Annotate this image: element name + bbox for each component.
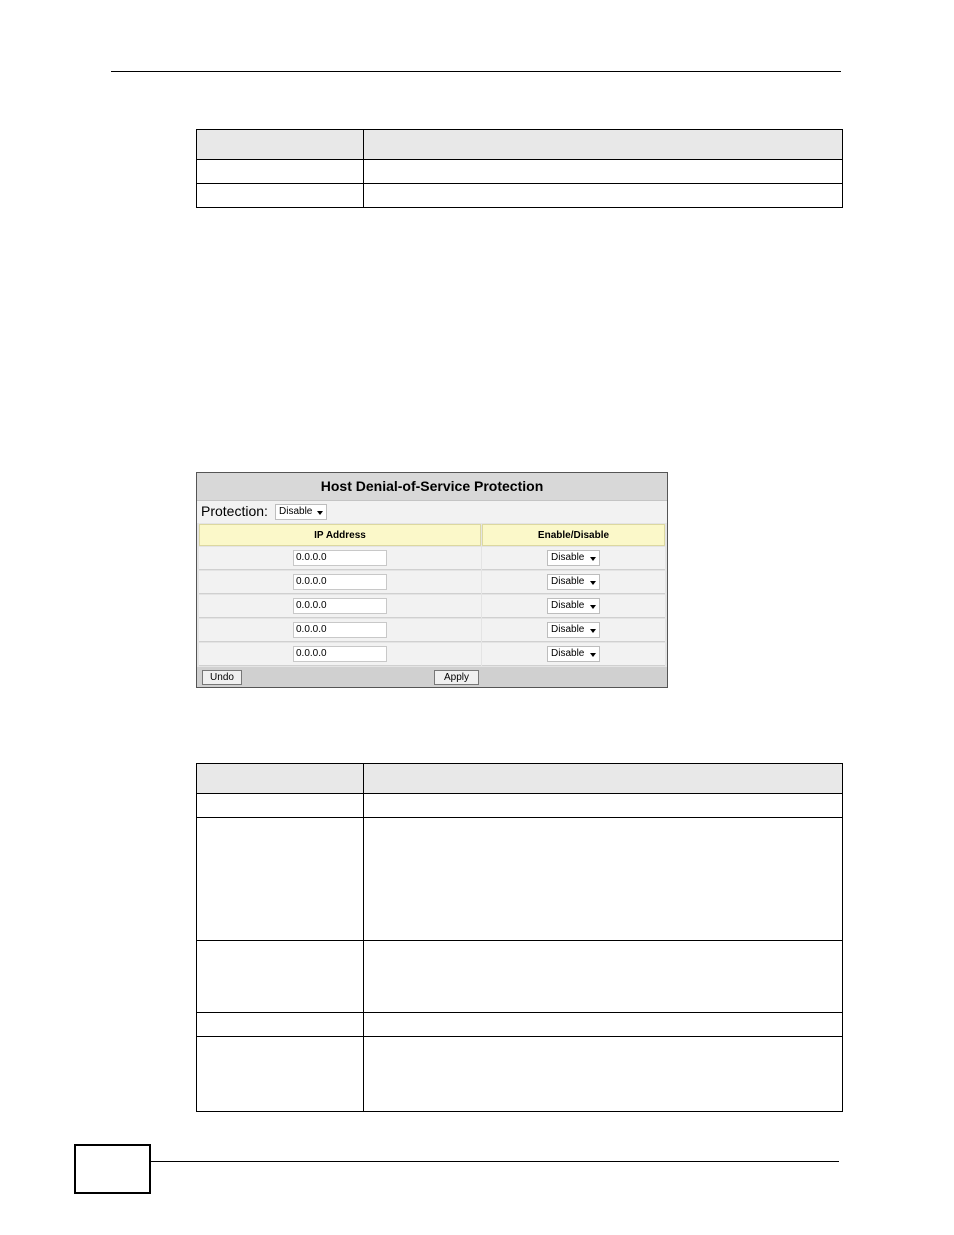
protection-select[interactable] — [275, 504, 327, 520]
enable-disable-select[interactable] — [547, 598, 600, 614]
table-row — [197, 941, 843, 1013]
ip-cell — [199, 547, 481, 570]
bottom-table-header-col2 — [364, 764, 843, 794]
enable-disable-select[interactable] — [547, 646, 600, 662]
ip-address-input[interactable]: 0.0.0.0 — [293, 646, 387, 662]
footer-rule — [151, 1161, 839, 1162]
enable-disable-value: Disable — [551, 576, 585, 587]
chevron-down-icon — [590, 557, 596, 561]
chevron-down-icon — [317, 511, 323, 515]
ip-cell — [199, 595, 481, 618]
bottom-table — [196, 763, 843, 1112]
button-bar — [197, 667, 667, 687]
undo-button[interactable]: Undo — [202, 670, 242, 685]
table-row — [197, 184, 843, 208]
ip-address-input[interactable]: 0.0.0.0 — [293, 622, 387, 638]
enable-disable-value: Disable — [551, 624, 585, 635]
host-dos-protection-panel — [196, 472, 668, 688]
enable-disable-value: Disable — [551, 600, 585, 611]
top-table-header-col2 — [364, 130, 843, 160]
protection-row — [197, 501, 667, 523]
table-row — [199, 619, 665, 642]
state-cell — [482, 547, 665, 570]
table-row — [199, 643, 665, 666]
table-row — [197, 818, 843, 941]
apply-button[interactable]: Apply — [434, 670, 479, 685]
state-cell — [482, 619, 665, 642]
enable-disable-select[interactable] — [547, 622, 600, 638]
table-row — [199, 547, 665, 570]
ip-address-input[interactable]: 0.0.0.0 — [293, 574, 387, 590]
enable-disable-select[interactable] — [547, 574, 600, 590]
header-rule — [111, 71, 841, 72]
chevron-down-icon — [590, 605, 596, 609]
ip-address-input[interactable]: 0.0.0.0 — [293, 550, 387, 566]
table-row — [197, 794, 843, 818]
table-row — [197, 1013, 843, 1037]
bottom-table-header-col1 — [197, 764, 364, 794]
state-cell — [482, 571, 665, 594]
protection-select-value: Disable — [279, 506, 313, 517]
column-header-ip-address: IP Address — [199, 524, 481, 546]
table-row — [199, 571, 665, 594]
chevron-down-icon — [590, 581, 596, 585]
ip-address-input[interactable]: 0.0.0.0 — [293, 598, 387, 614]
panel-title: Host Denial-of-Service Protection — [197, 473, 667, 501]
top-table — [196, 129, 843, 208]
state-cell — [482, 595, 665, 618]
table-row — [197, 160, 843, 184]
top-table-header-col1 — [197, 130, 364, 160]
table-row — [197, 1037, 843, 1112]
column-header-enable-disable: Enable/Disable — [482, 524, 665, 546]
ip-cell — [199, 643, 481, 666]
ip-cell — [199, 619, 481, 642]
chevron-down-icon — [590, 653, 596, 657]
enable-disable-value: Disable — [551, 552, 585, 563]
page-number-box — [74, 1144, 151, 1194]
enable-disable-select[interactable] — [547, 550, 600, 566]
ip-cell — [199, 571, 481, 594]
enable-disable-value: Disable — [551, 648, 585, 659]
state-cell — [482, 643, 665, 666]
protection-label: Protection: — [201, 503, 268, 519]
table-row — [199, 595, 665, 618]
chevron-down-icon — [590, 629, 596, 633]
